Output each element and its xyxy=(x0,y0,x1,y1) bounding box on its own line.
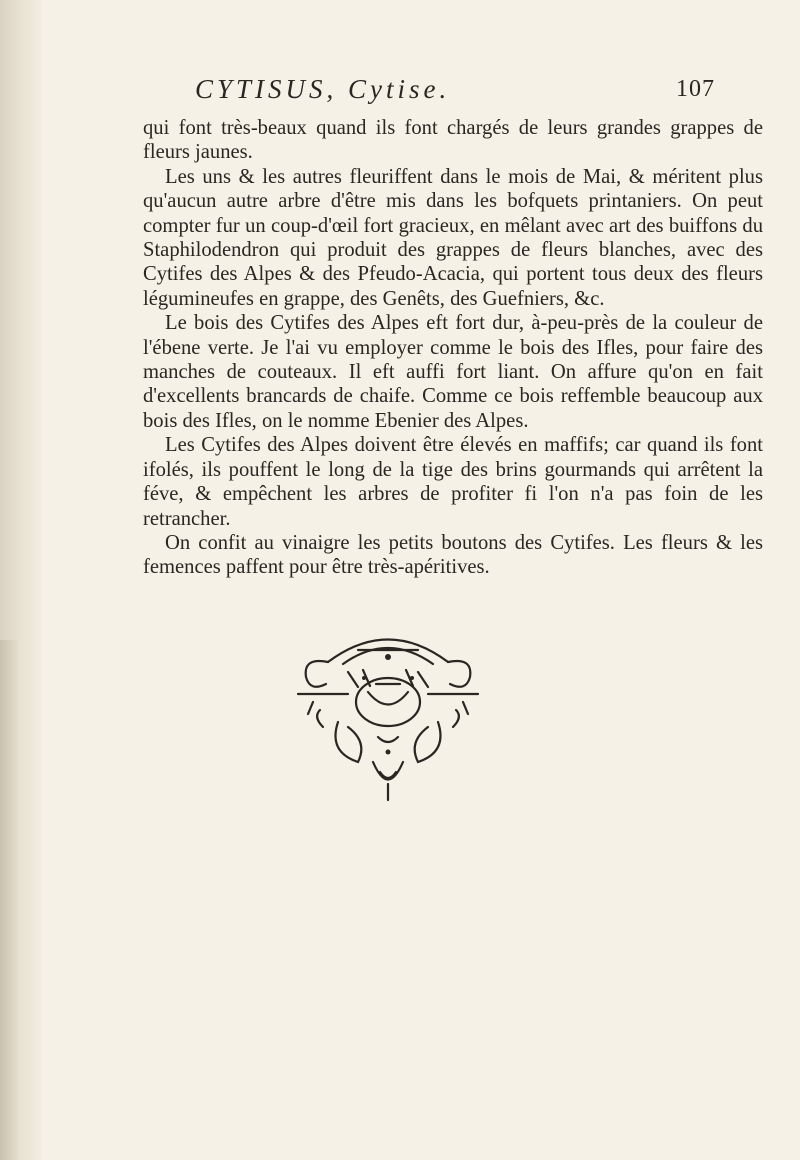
paragraph-wood: Le bois des Cytifes des Alpes eft fort dur, à-peu-près de la couleur de l'ébene verte. Je l'ai vu employer comme le bois des Ifles, pour faire des manches de couteaux. Il eft auffi fort liant. On affure qu'on en fait d'excellents brancards de chaife. Comme ce bois reffemble beaucoup aux bois des Ifles, on le nomme Ebenier des Alpes. xyxy=(143,312,763,432)
paragraph-flowering: Les uns & les autres fleuriffent dans le mois de Mai, & méritent plus qu'aucun autre arbre d'être mis dans les bofquets printaniers. On peut compter fur un coup-d'œil fort gracieux, en mêlant avec art des buiffons du Staphilodendron qui produit des grappes de fleurs blanches, avec des Cytifes des Alpes & des Pfeudo-Acacia, qui portent tous deux des fleurs légumineufes en grappe, des Genêts, des Guefniers, &c. xyxy=(143,165,763,310)
paragraph-uses: On confit au vinaigre les petits boutons des Cytifes. Les fleurs & les femences paffent pour être très-apéritives. xyxy=(143,531,763,579)
body-text xyxy=(143,116,763,580)
paragraph-cultivation: Les Cytifes des Alpes doivent être élevés en maffifs; car quand ils font ifolés, ils pouffent le long de la tige des brins gourmands qui arrêtent la féve, & empêchent les arbres de profiter fi l'on n'a pas foin de les retrancher. xyxy=(143,434,763,530)
running-title: CYTISUS, Cytise. xyxy=(195,74,451,104)
paragraph-continuation: qui font très-beaux quand ils font chargés de leurs grandes grappes de fleurs jaunes. xyxy=(143,117,763,164)
running-header xyxy=(195,74,715,114)
binding-shadow xyxy=(0,640,18,1160)
floral-vignette-ornament-icon xyxy=(288,622,488,804)
page-number: 107 xyxy=(676,76,715,102)
